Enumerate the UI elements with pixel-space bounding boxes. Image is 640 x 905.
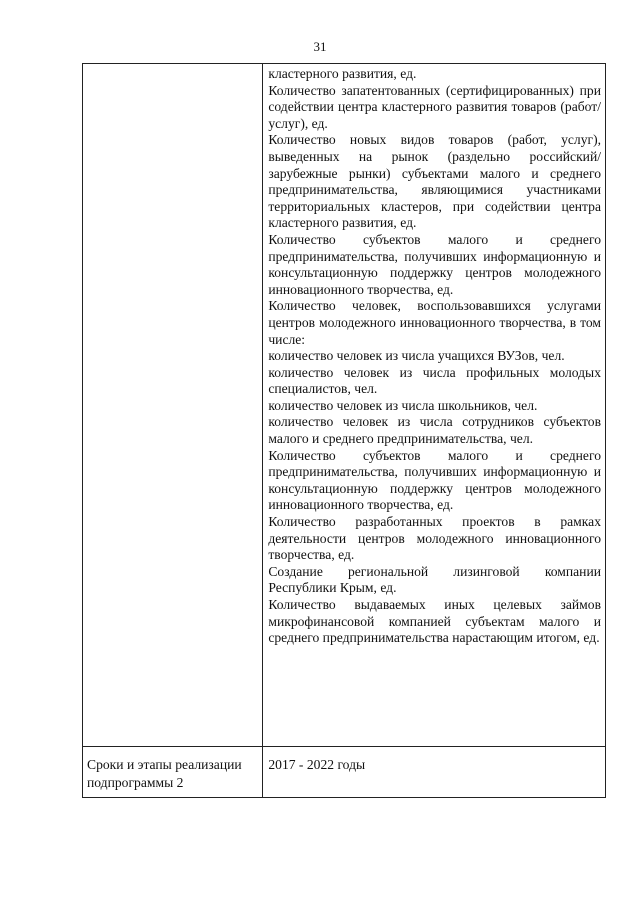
indicator-paragraph: Количество запатентованных (сертифицированных) при содействии центра кластерного развития товаров (работ/услуг), ед. <box>268 82 601 131</box>
indicator-paragraph: количество человек из числа профильных молодых специалистов, чел. <box>268 364 601 397</box>
table-row-indicators <box>83 64 606 747</box>
table-cell-terms-label <box>83 747 263 798</box>
terms-value: 2017 - 2022 годы <box>268 757 366 772</box>
indicator-paragraph: Количество выдаваемых иных целевых займов микрофинансовой компанией субъектам малого и среднего предпринимательства нарастающим итогом, ед. <box>268 597 601 646</box>
table-cell-terms-value <box>263 747 606 798</box>
indicator-paragraph: Количество новых видов товаров (работ, услуг), выведенных на рынок (раздельно российский/зарубежные рынки) субъектами малого и среднего предпринимательства, являющимися участниками территориальных кластеров, при содействии центра кластерного развития, ед. <box>268 132 601 231</box>
indicator-paragraph: количество человек из числа школьников, чел. <box>268 397 538 413</box>
terms-label: Сроки и этапы реализации подпрограммы 2 <box>87 757 242 790</box>
indicator-paragraph: Количество субъектов малого и среднего предпринимательства, получивших информационную и консультационную поддержку центров молодежного инновационного творчества, ед. <box>268 231 601 297</box>
indicator-paragraph: кластерного развития, ед. <box>268 66 417 81</box>
indicator-paragraph: Создание региональной лизинговой компании Республики Крым, ед. <box>268 563 601 596</box>
indicator-paragraph: Количество человек, воспользовавшихся услугами центров молодежного инновационного творчества, в том числе: <box>268 298 601 347</box>
indicator-paragraph: Количество разработанных проектов в рамках деятельности центров молодежного инновационного творчества, ед. <box>268 514 601 563</box>
table-cell-indicators <box>263 64 606 747</box>
table-cell-left-empty <box>83 64 263 747</box>
program-table <box>82 63 606 798</box>
indicator-paragraph: Количество субъектов малого и среднего предпринимательства, получивших информационную и консультационную поддержку центров молодежного инновационного творчества, ед. <box>268 447 601 513</box>
indicator-paragraph: количество человек из числа учащихся ВУЗов, чел. <box>268 348 565 364</box>
page-number: 31 <box>313 39 327 54</box>
table-row-terms <box>83 747 606 798</box>
indicator-paragraph: количество человек из числа сотрудников субъектов малого и среднего предпринимательства, чел. <box>268 414 601 447</box>
